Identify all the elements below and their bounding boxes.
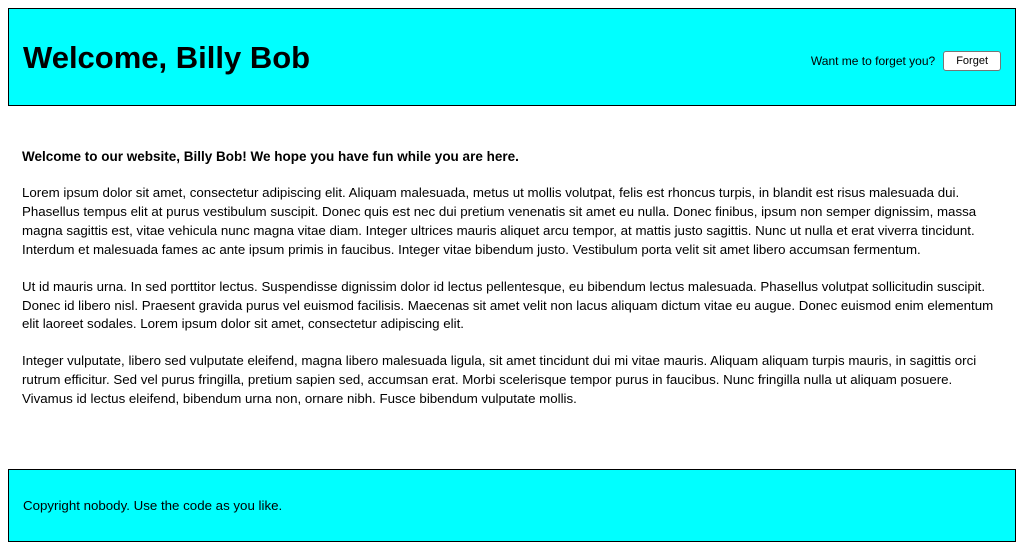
copyright-text: Copyright nobody. Use the code as you like.	[23, 498, 283, 513]
body-paragraph: Lorem ipsum dolor sit amet, consectetur adipiscing elit. Aliquam malesuada, metus ut mollis volutpat, felis est rhoncus turpis, in blandit est risus malesuada dui. Phasellus tempus elit at purus vestibulum suscipit. Donec quis est nec dui pretium venenatis sit amet eu nulla. Donec finibus, ipsum non semper dignissim, massa magna sagittis est, vitae vehicula nunc magna vitae diam. Integer ultrices mauris aliquet arcu tempor, at mattis justo sagittis. Nunc ut nulla et erat viverra tincidunt. Interdum et malesuada fames ac ante ipsum primis in faucibus. Integer vitae bibendum justo. Vestibulum porta velit sit amet libero accumsan fermentum.	[22, 185, 977, 257]
body-paragraph: Ut id mauris urna. In sed porttitor lectus. Suspendisse dignissim dolor id lectus pellentesque, eu bibendum lectus malesuada. Phasellus volutpat sollicitudin suscipit. Donec id libero nisl. Praesent gravida purus vel euismod facilisis. Maecenas sit amet velit non lacus aliquam dictum vitae eu augue. Donec euismod enim elementum elit laoreet sodales. Lorem ipsum dolor sit amet, consectetur adipiscing elit.	[22, 278, 994, 332]
main-content	[8, 148, 1016, 409]
page-header	[8, 8, 1016, 106]
page-title: Welcome, Billy Bob	[23, 39, 311, 75]
forget-button[interactable]: Forget	[943, 51, 1001, 71]
forget-control-group	[811, 51, 1001, 71]
body-paragraph: Integer vulputate, libero sed vulputate eleifend, magna libero malesuada ligula, sit amet tincidunt dui mi vitae mauris. Aliquam aliquam turpis mauris, in sagittis orci rutrum efficitur. Sed vel purus fringilla, pretium sapien sed, accumsan erat. Morbi scelerisque tempor purus in faucibus. Nunc fringilla nulla ut aliquam posuere. Vivamus id lectus eleifend, bibendum urna non, ornare nibh. Fusce bibendum vulputate mollis.	[22, 353, 977, 407]
forget-prompt-label: Want me to forget you?	[810, 54, 936, 69]
page-footer	[8, 469, 1016, 542]
welcome-message: Welcome to our website, Billy Bob! We hope you have fun while you are here.	[22, 149, 519, 164]
